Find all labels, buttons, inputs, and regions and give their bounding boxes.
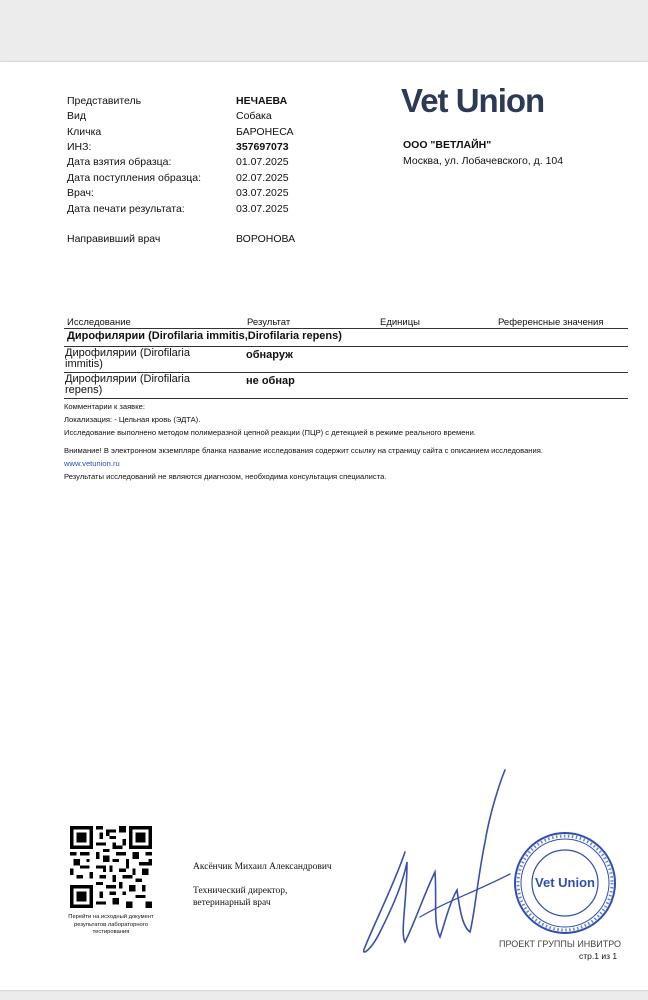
disclaimer-note: Результаты исследований не являются диагнозом, необходима консультация специалиста. [64,472,387,481]
info-value: ВОРОНОВА [236,233,296,245]
result-document [0,62,648,990]
info-label: Дата печати результата: [67,203,185,215]
info-value: БАРОНЕСА [236,126,294,138]
qr-code-icon[interactable] [70,826,152,908]
info-label: Дата взятия образца: [67,156,172,168]
table-row-result: обнаруж [246,349,293,361]
info-label: Кличка [67,126,102,138]
company-stamp-icon [512,830,618,936]
handwritten-signature [345,762,525,962]
project-label: ПРОЕКТ ГРУППЫ ИНВИТРО [499,939,622,949]
table-row-name: Дирофилярии (Dirofilaria immitis) [65,347,190,370]
info-value: 03.07.2025 [236,203,289,215]
qr-caption: Перейти на исходный документ результатов лабораторного тестирования [68,914,154,935]
info-label: Вид [67,110,86,122]
stamp-text: Vet Union [535,875,595,890]
info-value: 357697073 [236,141,289,153]
page-number: стр.1 из 1 [579,951,618,961]
table-divider [64,328,628,329]
info-label: Направивший врач [67,233,161,245]
signer-name: Аксёнчик Михаил Александрович [193,862,332,872]
vetunion-link[interactable]: www.vetunion.ru [64,459,120,468]
table-divider [64,398,628,399]
method-note: Исследование выполнено методом полимеразной цепной реакции (ПЦР) с детекцией в режиме реального времени. [64,428,476,437]
info-value: 02.07.2025 [236,172,289,184]
table-row-result: не обнар [246,375,295,387]
info-label: ИНЗ: [67,141,92,153]
info-label: Врач: [67,187,94,199]
vet-union-logo: Vet Union [401,82,545,119]
signer-title: Технический директор, [193,886,288,896]
column-header-test: Исследование [67,317,131,328]
localization-note: Локализация: - Цельная кровь (ЭДТА). [64,415,201,424]
column-header-result: Результат [247,317,291,328]
table-row-name: Дирофилярии (Dirofilaria repens) [65,373,190,396]
company-name: ООО "ВЕТЛАЙН" [403,139,492,151]
info-value: НЕЧАЕВА [236,95,288,107]
info-value: 01.07.2025 [236,156,289,168]
signer-title: ветеринарный врач [193,898,271,908]
info-value: Собака [236,110,272,122]
info-label: Представитель [67,95,142,107]
attention-note: Внимание! В электронном экземпляре бланка название исследования содержит ссылку на страницу сайта с описанием исследования. [64,446,543,455]
test-group-title: Дирофилярии (Dirofilaria immitis,Dirofilaria repens) [67,330,342,342]
comments-label: Комментарии к заявке: [64,402,145,411]
company-address: Москва, ул. Лобачевского, д. 104 [403,155,564,167]
column-header-units: Единицы [380,317,421,328]
info-label: Дата поступления образца: [67,172,202,184]
info-value: 03.07.2025 [236,187,289,199]
column-header-reference: Референсные значения [498,317,604,328]
